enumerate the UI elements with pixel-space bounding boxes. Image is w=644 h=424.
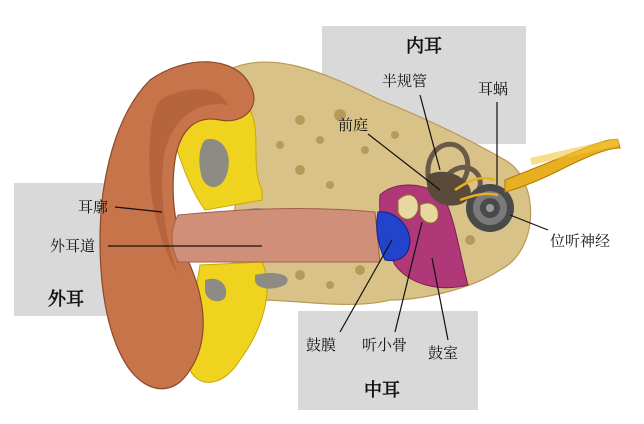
- middle-ear-title: 中耳: [364, 380, 400, 401]
- ear-canal-label: 外耳道: [50, 237, 96, 255]
- ear-canal-shape: [172, 209, 380, 262]
- temporal-bone: [228, 62, 531, 304]
- auditory-nerve-label: 位听神经: [550, 232, 611, 250]
- pinna-label: 耳廓: [78, 198, 109, 216]
- vestibule-label: 前庭: [338, 116, 369, 134]
- inner-ear-title: 内耳: [406, 36, 442, 57]
- ossicles-label: 听小骨: [362, 336, 408, 354]
- outer-ear-title: 外耳: [48, 289, 84, 310]
- semicircular-canals-label: 半规管: [382, 72, 428, 90]
- tympanic-cavity-label: 鼓室: [428, 344, 459, 362]
- eardrum-label: 鼓膜: [306, 336, 337, 354]
- cochlea-label: 耳蜗: [478, 80, 509, 98]
